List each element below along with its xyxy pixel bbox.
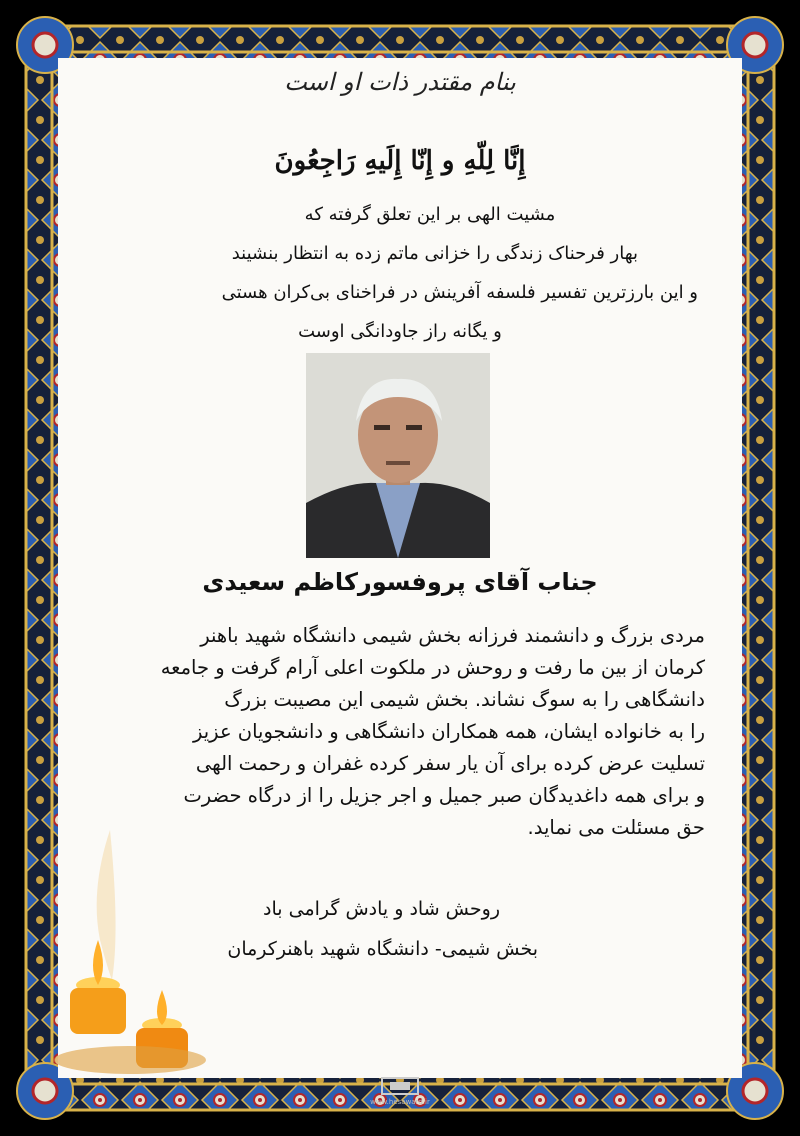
portrait-photo: [306, 353, 490, 558]
header-calligraphy: بنام مقتدر ذات او است: [284, 68, 516, 96]
deceased-name: جناب آقای پروفسورکاظم سعیدی: [202, 568, 598, 596]
body-line: دانشگاهی را به سوگ نشاند. بخش شیمی این مصیبت بزرگ: [224, 688, 705, 711]
intro-line: و یگانه راز جاودانگی اوست: [298, 321, 502, 342]
site-url: www.hesaward.ir: [370, 1098, 430, 1106]
body-line: تسلیت عرض کرده برای آن یار سفر کرده غفران و رحمت الهی: [195, 752, 705, 775]
quran-verse: إِنَّا لِلّهِ و إِنّا إِلَیهِ رَاجِعُونَ: [274, 146, 526, 176]
body-line: کرمان از بین ما رفت و روحش در ملکوت اعلی آرام گرفت و جامعه: [160, 656, 705, 679]
candle-illustration: [50, 820, 210, 1080]
body-line: و برای همه داغدیدگان صبر جمیل و اجر جزیل را از درگاه حضرت: [183, 784, 705, 807]
body-line: حق مسئلت می نماید.: [527, 816, 705, 839]
body-line: مردی بزرگ و دانشمند فرزانه بخش شیمی دانشگاه شهید باهنر: [200, 624, 705, 647]
closing-prayer: روحش شاد و یادش گرامی باد: [263, 898, 500, 920]
body-line: را به خانواده ایشان، همه همکاران دانشگاهی و دانشجویان عزیز: [193, 720, 705, 743]
intro-line: بهار فرحناک زندگی را خزانی ماتم زده به انتظار بنشیند: [231, 243, 638, 264]
site-logo-icon: [380, 1076, 420, 1096]
site-footer: [330, 1076, 470, 1116]
intro-line: مشیت الهی بر این تعلق گرفته که: [304, 204, 556, 225]
department-signature: بخش شیمی- دانشگاه شهید باهنرکرمان: [227, 938, 538, 960]
intro-line: و این بارزترین تفسیر فلسفه آفرینش در فراخنای بی‌کران هستی: [221, 282, 698, 303]
